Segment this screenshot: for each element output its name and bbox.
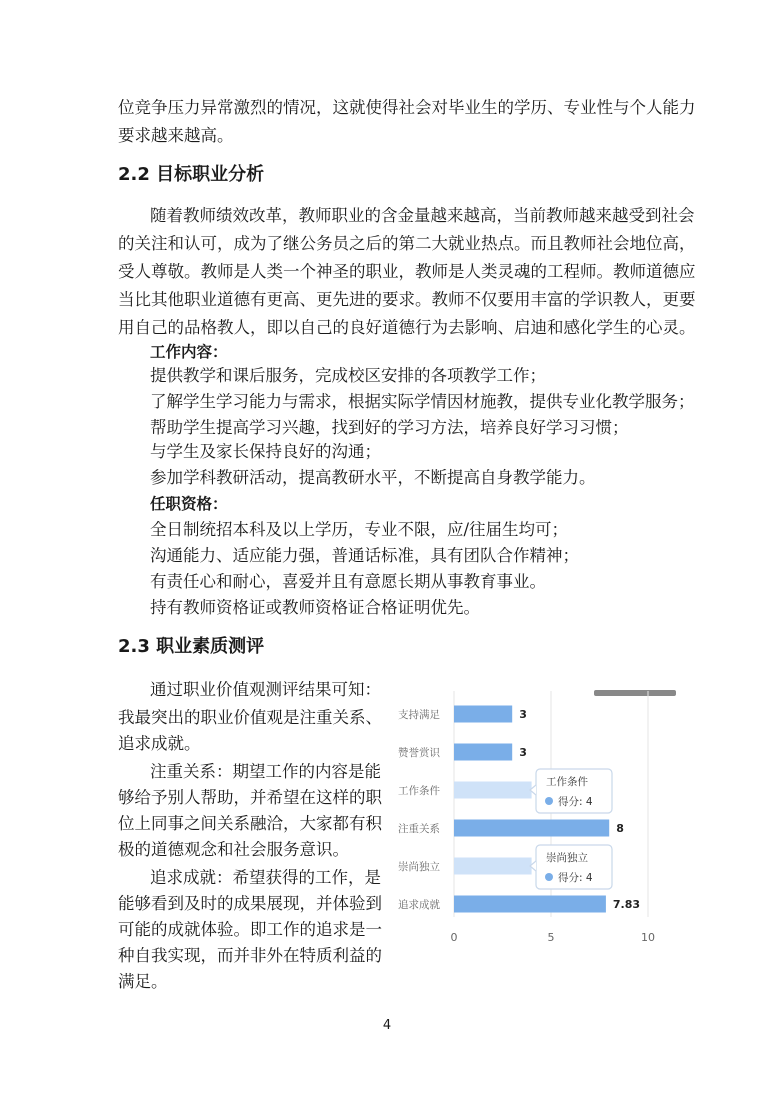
text-line: 当比其他职业道德有更高、更先进的要求。教师不仅要用丰富的学识教人，更要 <box>118 290 696 309</box>
duty-item: 提供教学和课后服务，完成校区安排的各项教学工作； <box>150 366 546 385</box>
qualification-item: 沟通能力、适应能力强，普通话标准，具有团队合作精神； <box>150 546 579 565</box>
duty-item: 了解学生学习能力与需求，根据实际学情因材施教，提供专业化教学服务； <box>150 392 695 411</box>
section-heading: 2.3 职业素质测评 <box>118 636 265 657</box>
section-heading: 2.2 目标职业分析 <box>118 164 265 185</box>
bar <box>454 820 609 837</box>
tooltip-dot <box>545 873 553 881</box>
text-line: 满足。 <box>118 972 168 991</box>
text-line: 能够看到及时的成果展现，并体验到 <box>118 894 382 913</box>
text-line: 要求越来越高。 <box>118 126 234 145</box>
text-line: 用自己的品格教人，即以自己的良好道德行为去影响、启迪和感化学生的心灵。 <box>118 318 696 337</box>
duty-item: 参加学科教研活动，提高教研水平，不断提高自身教学能力。 <box>150 468 596 487</box>
x-tick-label: 0 <box>450 931 458 944</box>
bar <box>454 744 512 761</box>
bar <box>454 782 532 799</box>
category-label: 支持满足 <box>398 709 440 721</box>
subheading-duties: 工作内容： <box>150 343 228 361</box>
bar <box>454 858 532 875</box>
career-values-bar-chart <box>382 683 682 953</box>
text-line: 位竞争压力异常激烈的情况，这就使得社会对毕业生的学历、专业性与个人能力 <box>118 98 696 117</box>
duty-item: 帮助学生提高学习兴趣，找到好的学习方法，培养良好学习习惯； <box>150 418 629 437</box>
tooltip-value: 得分: 4 <box>558 872 593 884</box>
tooltip-value: 得分: 4 <box>558 796 593 808</box>
bar <box>454 896 606 913</box>
subheading-qualifications: 任职资格： <box>150 495 228 513</box>
text-line: 随着教师绩效改革，教师职业的含金量越来越高，当前教师越来越受到社会 <box>150 206 695 225</box>
category-label: 赞誉赏识 <box>398 747 440 759</box>
tooltip-dot <box>545 797 553 805</box>
text-line: 追求成就：希望获得的工作，是 <box>150 868 381 887</box>
category-label: 工作条件 <box>398 785 440 797</box>
text-line: 追求成就。 <box>118 734 201 753</box>
chart-scrollbar[interactable] <box>594 690 676 696</box>
data-label: 3 <box>519 708 527 721</box>
data-label: 3 <box>519 746 527 759</box>
text-line: 种自我实现，而并非外在特质利益的 <box>118 946 382 965</box>
x-tick-label: 5 <box>547 931 555 944</box>
duty-item: 与学生及家长保持良好的沟通； <box>150 442 381 461</box>
text-line: 位上同事之间关系融洽，大家都有积 <box>118 814 382 833</box>
text-line: 可能的成就体验。即工作的追求是一 <box>118 920 382 939</box>
qualification-item: 持有教师资格证或教师资格证合格证明优先。 <box>150 598 480 617</box>
data-label: 8 <box>616 822 624 835</box>
text-line: 注重关系：期望工作的内容是能 <box>150 762 381 781</box>
bar <box>454 706 512 723</box>
qualification-item: 全日制统招本科及以上学历，专业不限，应/往届生均可； <box>150 520 569 539</box>
text-line: 够给予别人帮助，并希望在这样的职 <box>118 788 382 807</box>
category-label: 追求成就 <box>398 899 440 911</box>
tooltip-title: 崇尚独立 <box>546 852 588 864</box>
text-line: 的关注和认可，成为了继公务员之后的第二大就业热点。而且教师社会地位高， <box>118 234 696 253</box>
text-line: 受人尊敬。教师是人类一个神圣的职业，教师是人类灵魂的工程师。教师道德应 <box>118 262 696 281</box>
tooltip-title: 工作条件 <box>546 776 588 788</box>
text-line: 通过职业价值观测评结果可知： <box>150 680 381 699</box>
category-label: 注重关系 <box>398 823 440 835</box>
x-tick-label: 10 <box>641 931 655 944</box>
text-line: 我最突出的职业价值观是注重关系、 <box>118 708 382 727</box>
data-label: 7.83 <box>612 898 641 911</box>
text-line: 极的道德观念和社会服务意识。 <box>118 840 349 859</box>
qualification-item: 有责任心和耐心，喜爱并且有意愿长期从事教育事业。 <box>150 572 546 591</box>
category-label: 崇尚独立 <box>398 861 440 873</box>
page-number: 4 <box>382 1018 392 1033</box>
